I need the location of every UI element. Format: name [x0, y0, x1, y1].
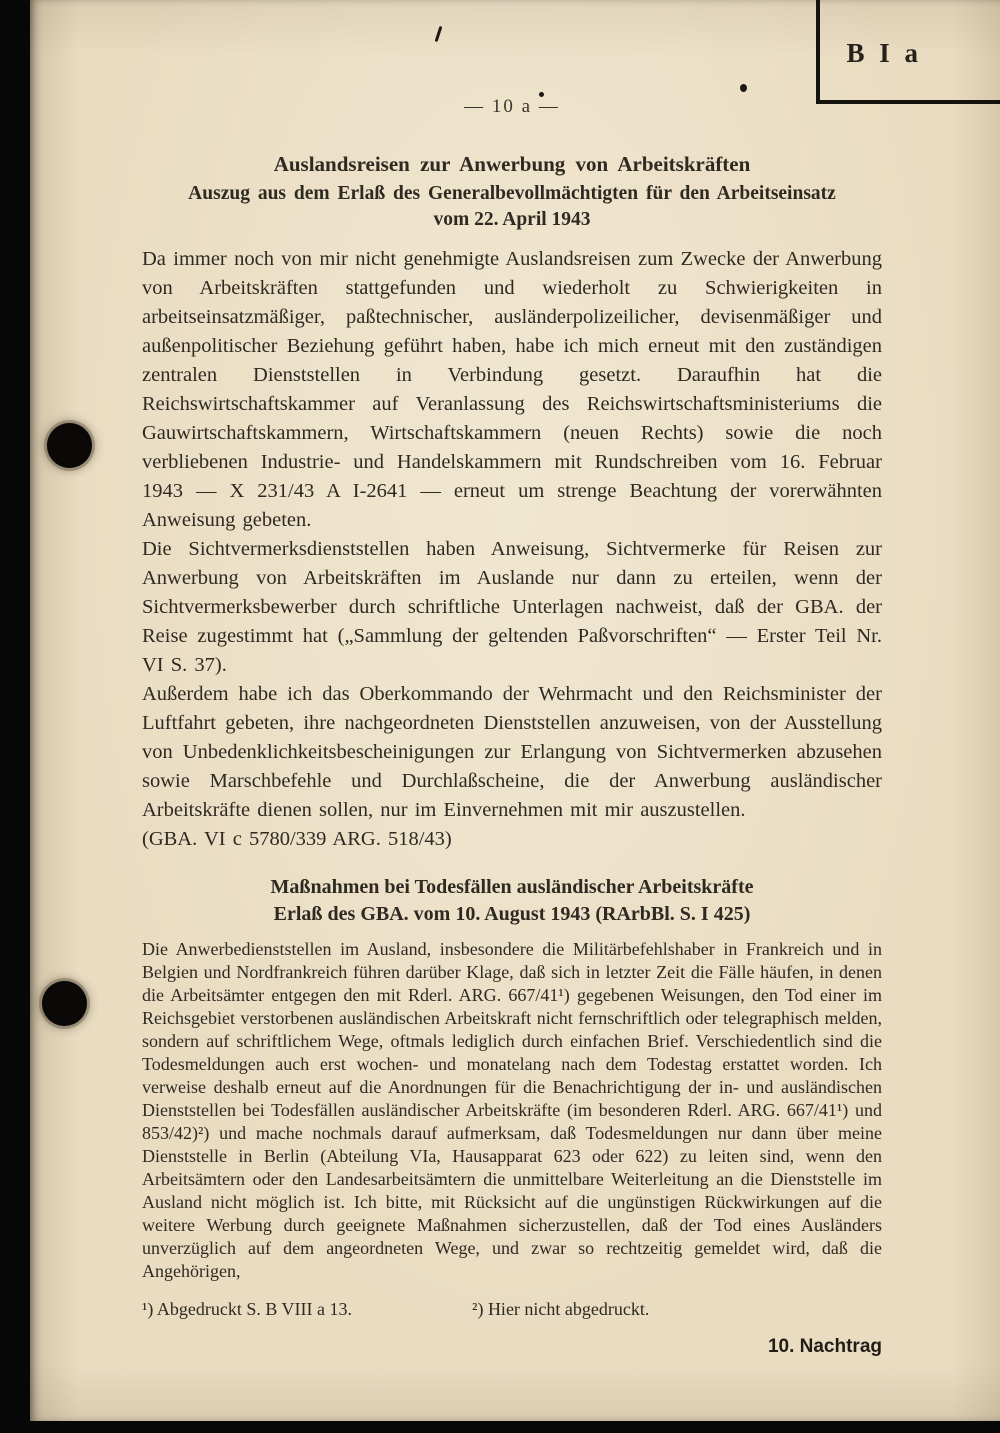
hole-punch-bottom	[42, 981, 87, 1026]
footnote-1: ¹) Abgedruckt S. B VIII a 13.	[142, 1299, 353, 1319]
section2-title: Maßnahmen bei Todesfällen ausländischer Arbeitskräfte	[270, 876, 754, 898]
section2-paragraph: Die Anwerbedienststellen im Ausland, insbesondere die Militärbefehlshaber in Frankreich und in Belgien und Nordfrankreich führen darüber Klage, daß sich in letzter Zeit die Fälle häufen, in denen die Arbeitsämter entgegen den mit Rderl. ARG. 667/41¹) gegebenen Weisungen, den Tod einer im Reichsgebiet verstorbenen ausländischen Arbeitskraft nicht fernschriftlich oder telegraphisch melden, sondern auf schriftlichem Wege, oftmals lediglich durch einfachen Brief. Verschiedentlich sind die Todesmeldungen auch erst wochen- und monatelang nach dem Todestag erstattet worden. Ich verweise deshalb erneut auf die Anordnungen für die Benachrichtigung der in- und ausländischen Dienststellen bei Todesfällen ausländischer Arbeitskräfte (im besonderen Rderl. ARG. 667/41¹) und 853/42)²) und mache nochmals darauf aufmerksam, daß Todesmeldungen nur dann über meine Dienststelle in Berlin (Abteilung VIa, Hausapparat 623 oder 622) zu leiten sind, wenn den Arbeitsämtern oder den Landesarbeitsämtern die unmittelbare Weiterleitung an die Dienststelle im Ausland nicht möglich ist. Ich bitte, mit Rücksicht auf die ungünstigen Rückwirkungen auf die weitere Werbung durch geeignete Maßnahmen sicherzustellen, daß der Tod eines Ausländers unverzüglich auf dem angeordneten Wege, und zwar so rechtzeitig gemeldet wird, daß die Angehörigen,	[142, 939, 882, 1281]
supplement-label: 10. Nachtrag	[767, 1336, 882, 1357]
section1-subtitle-line1: Auszug aus dem Erlaß des Generalbevollmächtigten für den Arbeitseinsatz	[188, 183, 836, 204]
section1-paragraph: Die Sichtvermerksdienststellen haben Anweisung, Sichtvermerke für Reisen zur Anwerbung von Arbeitskräften im Auslande nur dann zu erteilen, wenn der Sichtvermerksbewerber durch schriftliche Unterlagen nachweist, daß der GBA. der Reise zugestimmt hat („Sammlung der geltenden Paßvorschriften“ — Erster Teil Nr. VI S. 37).	[142, 538, 882, 676]
footnotes	[142, 1299, 882, 1320]
corner-stamp-box	[816, 0, 1000, 104]
section1-title: Auslandsreisen zur Anwerbung von Arbeitskräften	[273, 152, 751, 176]
corner-stamp-label: B I a	[846, 38, 922, 68]
section1-paragraph: Da immer noch von mir nicht genehmigte Auslandsreisen zum Zwecke der Anwerbung von Arbeitskräften stattgefunden und wiederholt zu Schwierigkeiten in arbeitseinsatzmäßiger, paßtechnischer, ausländerpolizeilicher, devisenmäßiger und außenpolitischer Beziehung geführt haben, habe ich mich erneut mit den zuständigen zentralen Dienststellen in Verbindung gesetzt. Daraufhin hat die Reichswirtschaftskammer auf Veranlassung des Reichswirtschaftsministeriums die Gauwirtschaftskammern, Wirtschaftskammern (neuen Rechts) sowie die noch verbliebenen Industrie- und Handelskammern mit Rundschreiben vom 16. Februar 1943 — X 231/43 A I-2641 — erneut um strenge Beachtung der vorerwähnten Anweisung gebeten.	[142, 248, 882, 531]
page-content	[142, 96, 882, 1377]
scan-artifact	[435, 26, 443, 42]
paper-page	[30, 0, 1000, 1421]
page-number: — 10 a —	[464, 96, 560, 117]
section2-subtitle: Erlaß des GBA. vom 10. August 1943 (RArbBl. S. I 425)	[273, 903, 751, 925]
section1-paragraph: Außerdem habe ich das Oberkommando der Wehrmacht und den Reichsminister der Luftfahrt gebeten, ihre nachgeordneten Dienststellen anzuweisen, von der Ausstellung von Unbedenklichkeitsbescheinigungen zur Erlangung von Sichtvermerken abzusehen sowie Marschbefehle und Durchlaßscheine, die der Anwerbung ausländischer Arbeitskräfte dienen sollen, nur im Einvernehmen mit mir auszustellen.	[142, 683, 882, 821]
scan-artifact	[740, 84, 747, 92]
hole-punch-top	[47, 423, 92, 468]
section1-reference: (GBA. VI c 5780/339 ARG. 518/43)	[142, 828, 452, 850]
footnote-2: ²) Hier nicht abgedruckt.	[472, 1299, 650, 1319]
section1-body	[142, 245, 882, 854]
section1-subtitle-line2: vom 22. April 1943	[433, 209, 591, 230]
